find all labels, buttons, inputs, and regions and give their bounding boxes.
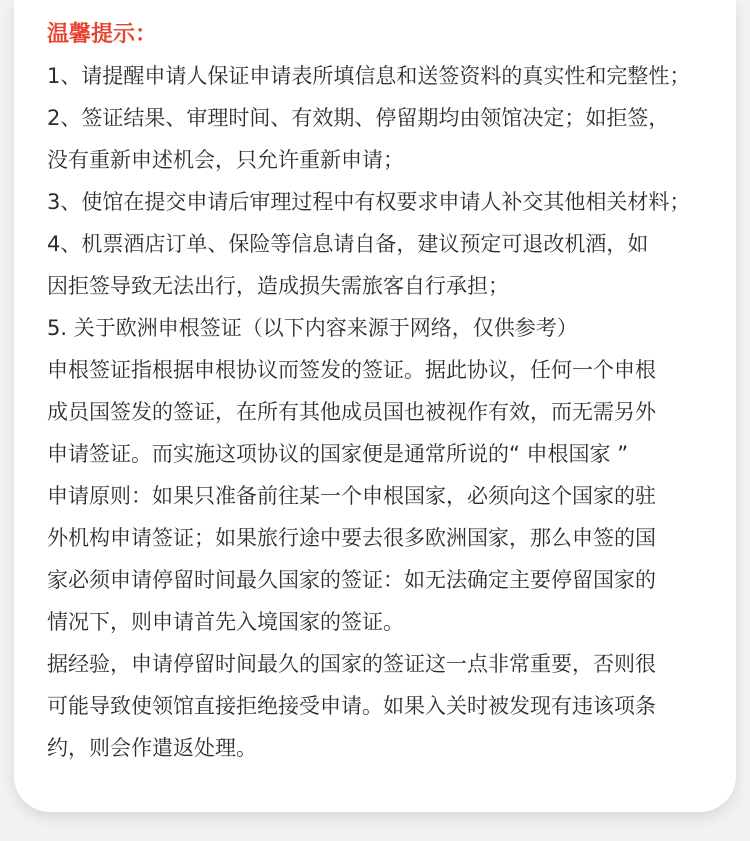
notice-line: 成员国签发的签证，在所有其他成员国也被视作有效，而无需另外	[47, 400, 656, 424]
notice-line: 家必须申请停留时间最久国家的签证：如无法确定主要停留国家的	[47, 568, 656, 592]
notice-line: 情况下，则申请首先入境国家的签证。	[47, 610, 404, 634]
notice-title: 温馨提示：	[47, 22, 158, 47]
notice-line: 可能导致使领馆直接拒绝接受申请。如果入关时被发现有违该项条	[47, 694, 656, 718]
notice-line: 1、请提醒申请人保证申请表所填信息和送签资料的真实性和完整性；	[47, 64, 691, 88]
notice-line: 申请原则：如果只准备前往某一个申根国家，必须向这个国家的驻	[47, 484, 656, 508]
notice-line: 3、使馆在提交申请后审理过程中有权要求申请人补交其他相关材料；	[47, 190, 691, 214]
notice-line: 申请签证。而实施这项协议的国家便是通常所说的“ 申根国家 ”	[47, 442, 629, 466]
notice-line: 据经验，申请停留时间最久的国家的签证这一点非常重要，否则很	[47, 652, 656, 676]
notice-line: 因拒签导致无法出行，造成损失需旅客自行承担；	[47, 274, 509, 298]
notice-line: 5. 关于欧洲申根签证（以下内容来源于网络，仅供参考）	[47, 316, 578, 340]
notice-line: 约，则会作遣返处理。	[47, 736, 257, 760]
notice-line: 外机构申请签证；如果旅行途中要去很多欧洲国家，那么申签的国	[47, 526, 656, 550]
notice-line: 4、机票酒店订单、保险等信息请自备，建议预定可退改机酒，如	[47, 232, 649, 256]
notice-line: 没有重新申述机会，只允许重新申请；	[47, 148, 404, 172]
notice-line: 申根签证指根据申根协议而签发的签证。据此协议，任何一个申根	[47, 358, 656, 382]
notice-line: 2、签证结果、审理时间、有效期、停留期均由领馆决定；如拒签，	[47, 106, 670, 130]
